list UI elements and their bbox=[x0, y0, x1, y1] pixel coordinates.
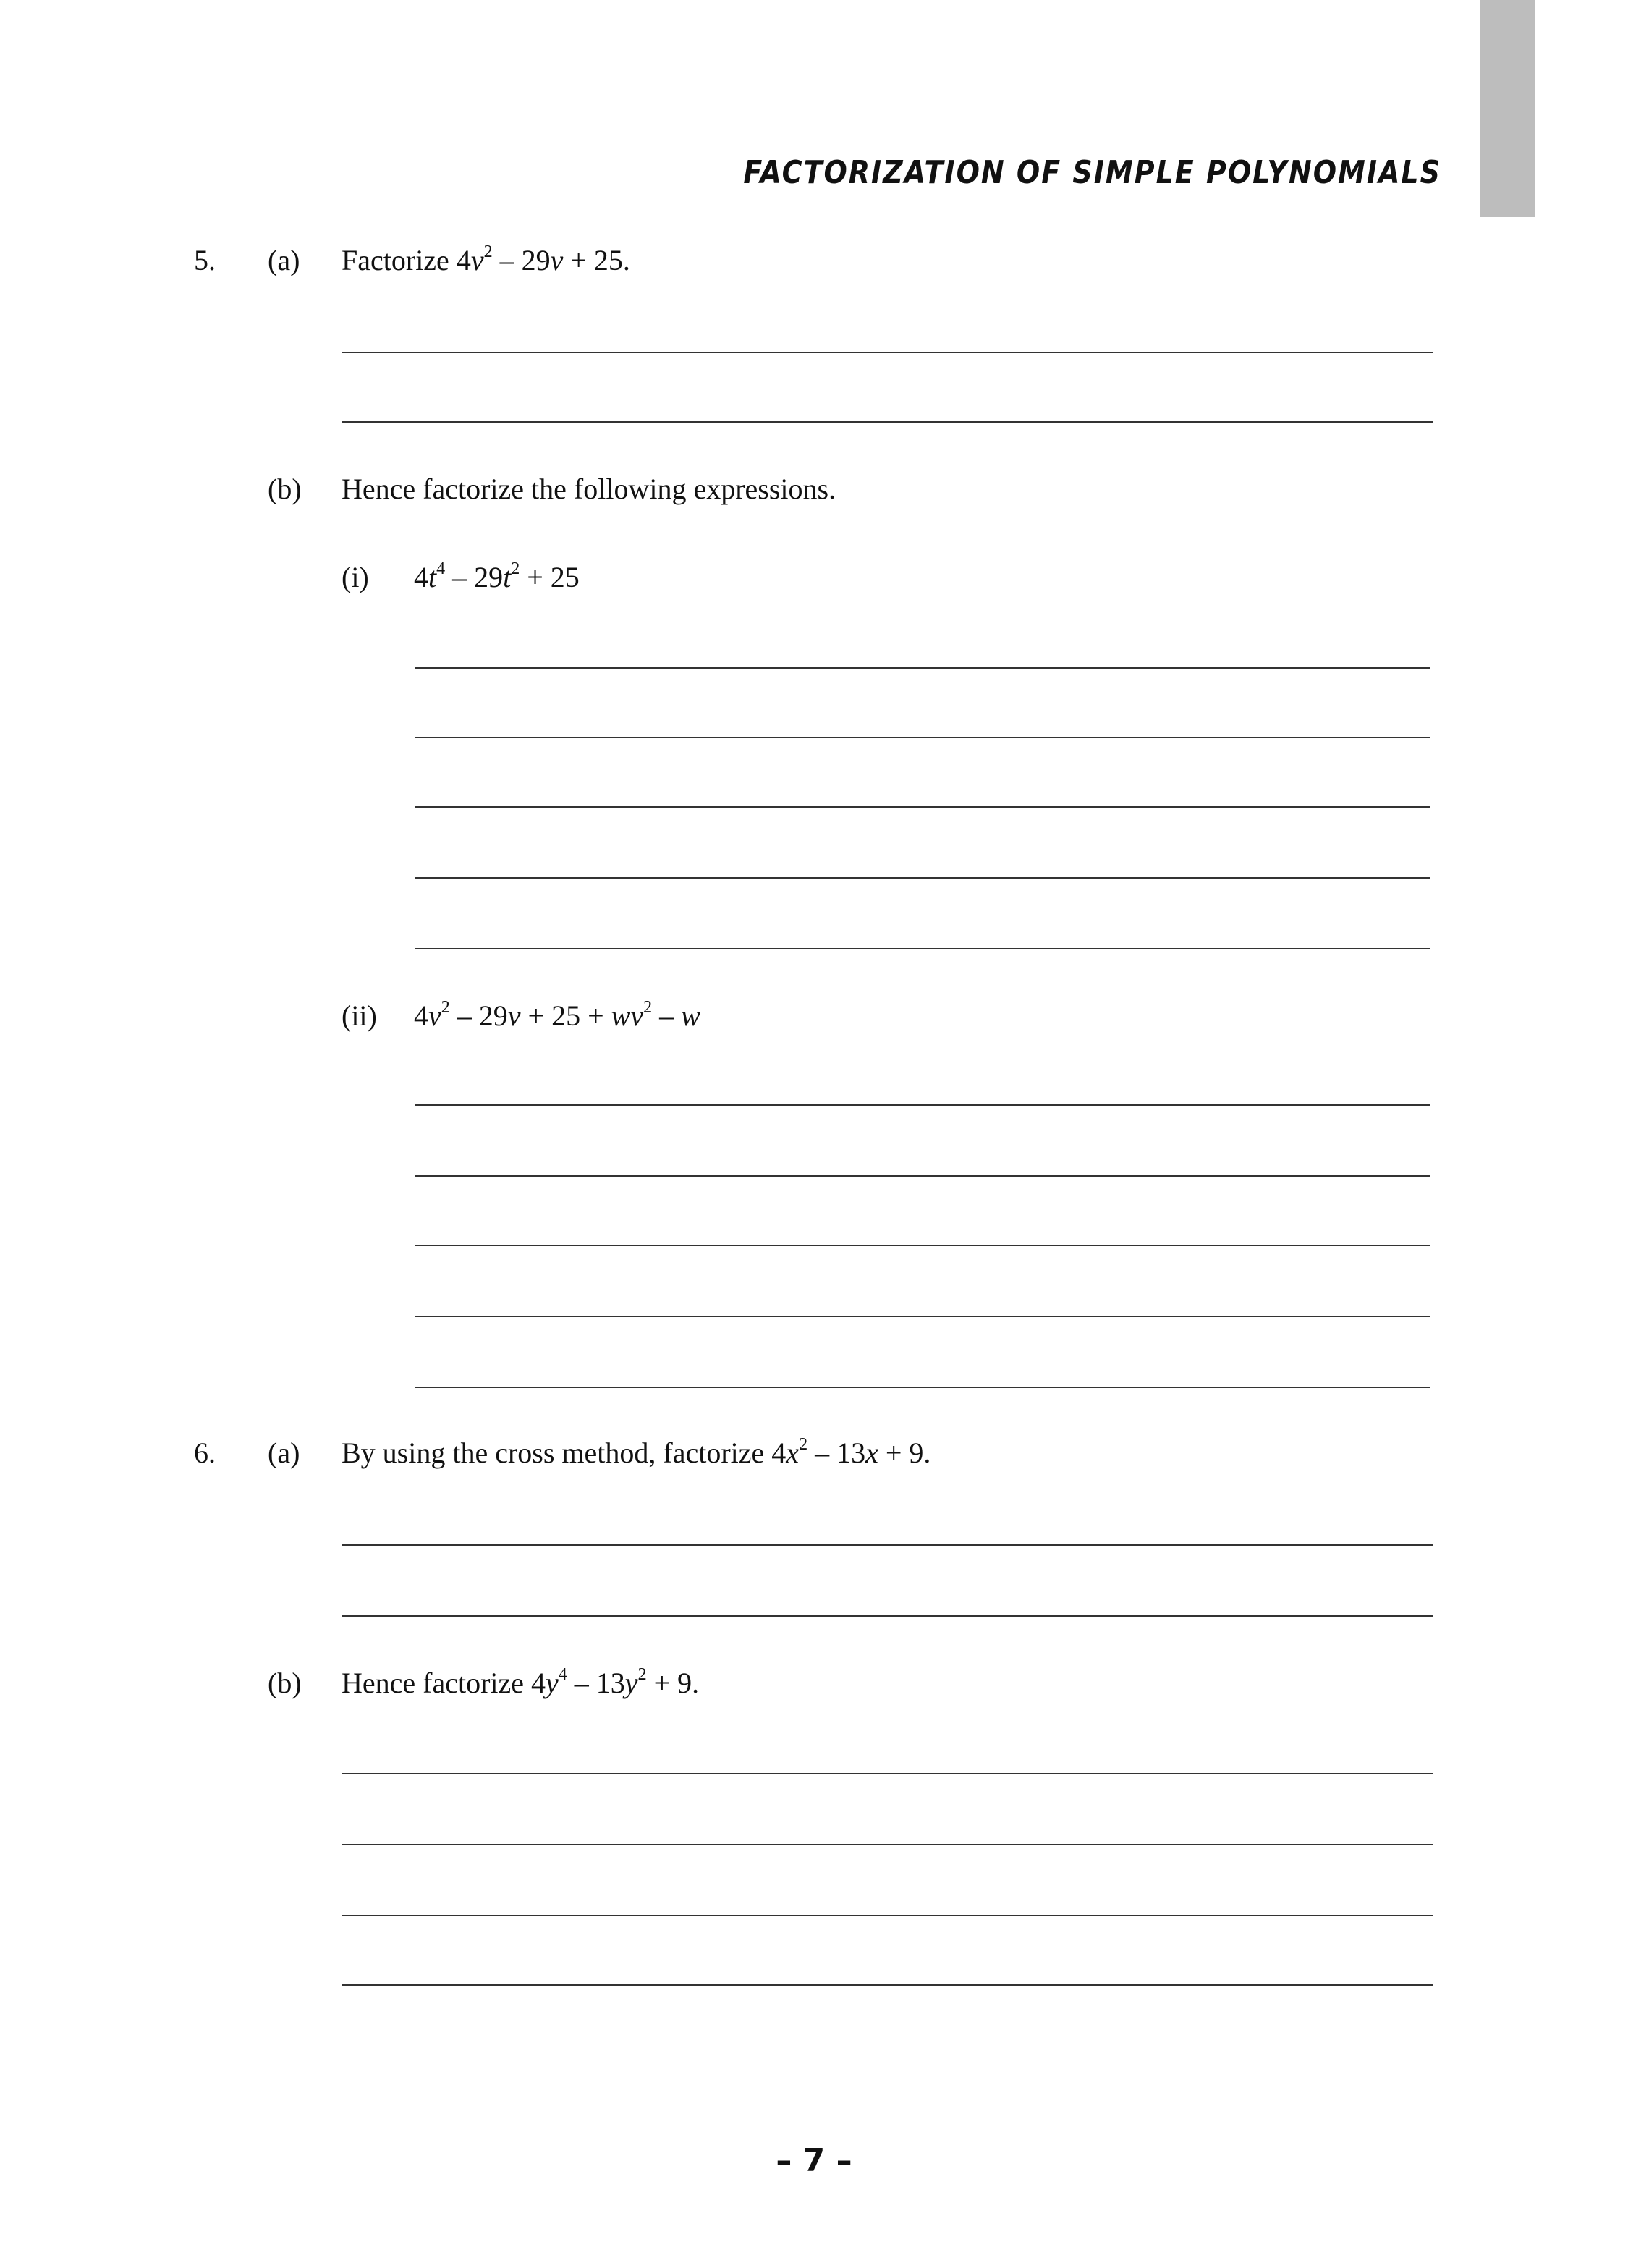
math-text: + 25 bbox=[520, 561, 580, 593]
math-text: 4 bbox=[414, 999, 428, 1032]
part-label: (a) bbox=[268, 1436, 300, 1469]
variable: v bbox=[428, 999, 441, 1032]
exponent: 2 bbox=[643, 998, 653, 1017]
exponent: 4 bbox=[558, 1665, 567, 1684]
answer-line[interactable] bbox=[415, 667, 1430, 669]
page-number: – 7 – bbox=[776, 2142, 852, 2179]
answer-line[interactable] bbox=[415, 948, 1430, 949]
expression bbox=[414, 999, 700, 1032]
variable: v bbox=[507, 999, 521, 1032]
math-text: – 13 bbox=[567, 1667, 625, 1699]
answer-line[interactable] bbox=[342, 352, 1433, 353]
question-5b-text: Hence factorize the following expressions. bbox=[342, 473, 836, 505]
chapter-tab bbox=[1480, 0, 1535, 217]
answer-line[interactable] bbox=[415, 1316, 1430, 1317]
math-text: – 29 bbox=[492, 244, 551, 276]
math-text: 4 bbox=[771, 1436, 787, 1469]
math-text: 4 bbox=[456, 244, 471, 276]
answer-line[interactable] bbox=[415, 1245, 1430, 1246]
question-5bii-text bbox=[414, 999, 700, 1033]
question-number: 6. bbox=[194, 1436, 216, 1469]
question-number: 5. bbox=[194, 244, 216, 276]
chapter-title: FACTORIZATION OF SIMPLE POLYNOMIALS bbox=[743, 153, 1441, 191]
math-text: – 29 bbox=[445, 561, 504, 593]
math-text: + 9. bbox=[646, 1667, 700, 1699]
expression bbox=[531, 1667, 699, 1699]
exponent: 2 bbox=[483, 242, 493, 261]
math-text: – 29 bbox=[449, 999, 508, 1032]
answer-line[interactable] bbox=[342, 1615, 1433, 1617]
exponent: 4 bbox=[436, 559, 446, 578]
part-label: (a) bbox=[268, 244, 300, 276]
expression bbox=[414, 561, 580, 593]
expression bbox=[457, 244, 630, 276]
math-text: + 25 + bbox=[520, 999, 611, 1032]
math-text: + 25. bbox=[563, 244, 630, 276]
answer-line[interactable] bbox=[415, 806, 1430, 808]
variable: v bbox=[470, 244, 484, 276]
prompt: Factorize bbox=[342, 244, 457, 276]
answer-line[interactable] bbox=[342, 1984, 1433, 1986]
answer-line[interactable] bbox=[415, 737, 1430, 738]
question-5bi-text bbox=[414, 560, 580, 595]
part-label: (b) bbox=[268, 473, 302, 505]
math-text: 4 bbox=[414, 561, 428, 593]
question-6a-text bbox=[342, 1436, 930, 1471]
question-6b-text bbox=[342, 1666, 699, 1701]
variable: y bbox=[624, 1667, 638, 1699]
variable: wv bbox=[611, 999, 644, 1032]
exponent: 2 bbox=[799, 1435, 808, 1454]
variable: t bbox=[503, 561, 512, 593]
subpart-label: (i) bbox=[342, 561, 369, 593]
variable: y bbox=[546, 1667, 559, 1699]
math-text: – 13 bbox=[807, 1436, 866, 1469]
answer-line[interactable] bbox=[342, 1544, 1433, 1546]
answer-line[interactable] bbox=[415, 1104, 1430, 1106]
part-label: (b) bbox=[268, 1667, 302, 1699]
variable: w bbox=[681, 999, 700, 1032]
variable: x bbox=[865, 1436, 878, 1469]
variable: x bbox=[786, 1436, 800, 1469]
variable: t bbox=[428, 561, 437, 593]
prompt: By using the cross method, factorize bbox=[342, 1436, 772, 1469]
math-text: 4 bbox=[531, 1667, 546, 1699]
question-5a-text bbox=[342, 243, 630, 278]
math-text: + 9. bbox=[878, 1436, 931, 1469]
answer-line[interactable] bbox=[342, 1844, 1433, 1845]
variable: v bbox=[550, 244, 564, 276]
subpart-label: (ii) bbox=[342, 999, 377, 1032]
answer-line[interactable] bbox=[415, 1387, 1430, 1388]
answer-line[interactable] bbox=[342, 1915, 1433, 1916]
answer-line[interactable] bbox=[415, 877, 1430, 879]
expression bbox=[771, 1436, 930, 1469]
answer-line[interactable] bbox=[342, 1773, 1433, 1774]
math-text: – bbox=[652, 999, 682, 1032]
answer-line[interactable] bbox=[415, 1175, 1430, 1177]
exponent: 2 bbox=[511, 559, 520, 578]
exponent: 2 bbox=[637, 1665, 647, 1684]
answer-line[interactable] bbox=[342, 421, 1433, 423]
exponent: 2 bbox=[441, 998, 450, 1017]
prompt: Hence factorize bbox=[342, 1667, 532, 1699]
